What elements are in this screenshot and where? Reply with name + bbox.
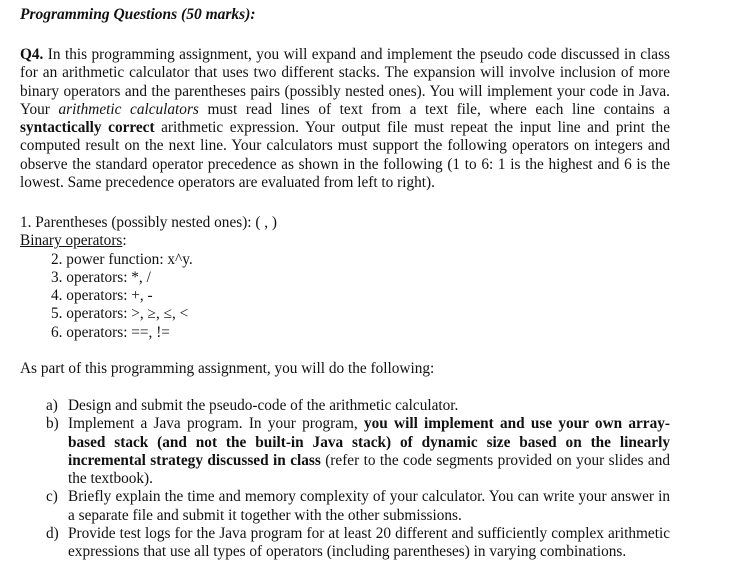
question-text-bold: syntactically correct — [20, 119, 155, 137]
operator-item: 3. operators: *, / — [51, 268, 151, 286]
task-text: Provide test logs for the Java program for at least 20 different and sufficiently complex arithmetic expressions that use all types of operators (including parentheses) in varying combinations. — [68, 525, 670, 561]
task-item-d — [20, 525, 670, 562]
parentheses-line: 1. Parentheses (possibly nested ones): ( , ) — [20, 214, 278, 231]
task-marker: b) — [46, 415, 59, 433]
task-text: Implement a Java program. In your program, — [68, 415, 364, 433]
task-item-c — [20, 488, 670, 525]
binary-operators-heading — [20, 232, 670, 250]
task-item-b — [20, 415, 670, 488]
operator-precedence-list — [20, 214, 670, 342]
task-text-bold: you will implement and use your own array-based stack (and not the built-in Java stack) of dynamic size based on the linearly incremental strategy discussed in class — [68, 415, 670, 469]
binary-operators-colon: : — [122, 232, 127, 250]
task-text: Briefly explain the time and memory complexity of your calculator. You can write your answer in a separate file and submit it together with the other submissions. — [68, 488, 670, 524]
task-marker: c) — [46, 488, 58, 506]
binary-operators-label: Binary operators — [20, 232, 123, 250]
task-item-a — [20, 397, 670, 415]
question-paragraph — [20, 46, 670, 192]
task-list — [20, 397, 670, 562]
task-marker: d) — [46, 525, 59, 543]
question-text-2: must read lines of text from a text file, where each line contains a — [198, 100, 670, 118]
tasks-intro: As part of this programming assignment, you will do the following: — [20, 360, 435, 377]
task-text: Design and submit the pseudo-code of the arithmetic calculator. — [68, 397, 459, 414]
question-text-3: arithmetic expression. Your output file must repeat the input line and print the computed result on the next line. Your calculators must support the following operators on integers and observe the standard operator precedence as shown in the following (1 to 6: 1 is the highest and 6 is the lowest. Same precedence operators are evaluated from left to right). — [20, 119, 670, 192]
task-marker: a) — [46, 397, 58, 414]
operator-item: 5. operators: >, ≥, ≤, < — [51, 305, 189, 323]
question-text-1: In this programming assignment, you will expand and implement the pseudo code discussed in class for an arithmetic calculator that uses two different stacks. The expansion will involve inclusion of more binary operators and the parentheses pairs (possibly nested ones). You will implement your code in Java. Your — [20, 46, 670, 118]
question-label: Q4. — [20, 46, 44, 63]
operator-item: 6. operators: ==, != — [51, 323, 170, 341]
task-text: (refer to the code segments provided on your slides and the textbook). — [68, 451, 670, 488]
question-text-italic: arithmetic calculators — [58, 100, 199, 118]
operator-item: 4. operators: +, - — [51, 287, 153, 305]
section-heading: Programming Questions (50 marks): — [20, 6, 256, 23]
operator-item: 2. power function: x^y. — [51, 250, 193, 268]
